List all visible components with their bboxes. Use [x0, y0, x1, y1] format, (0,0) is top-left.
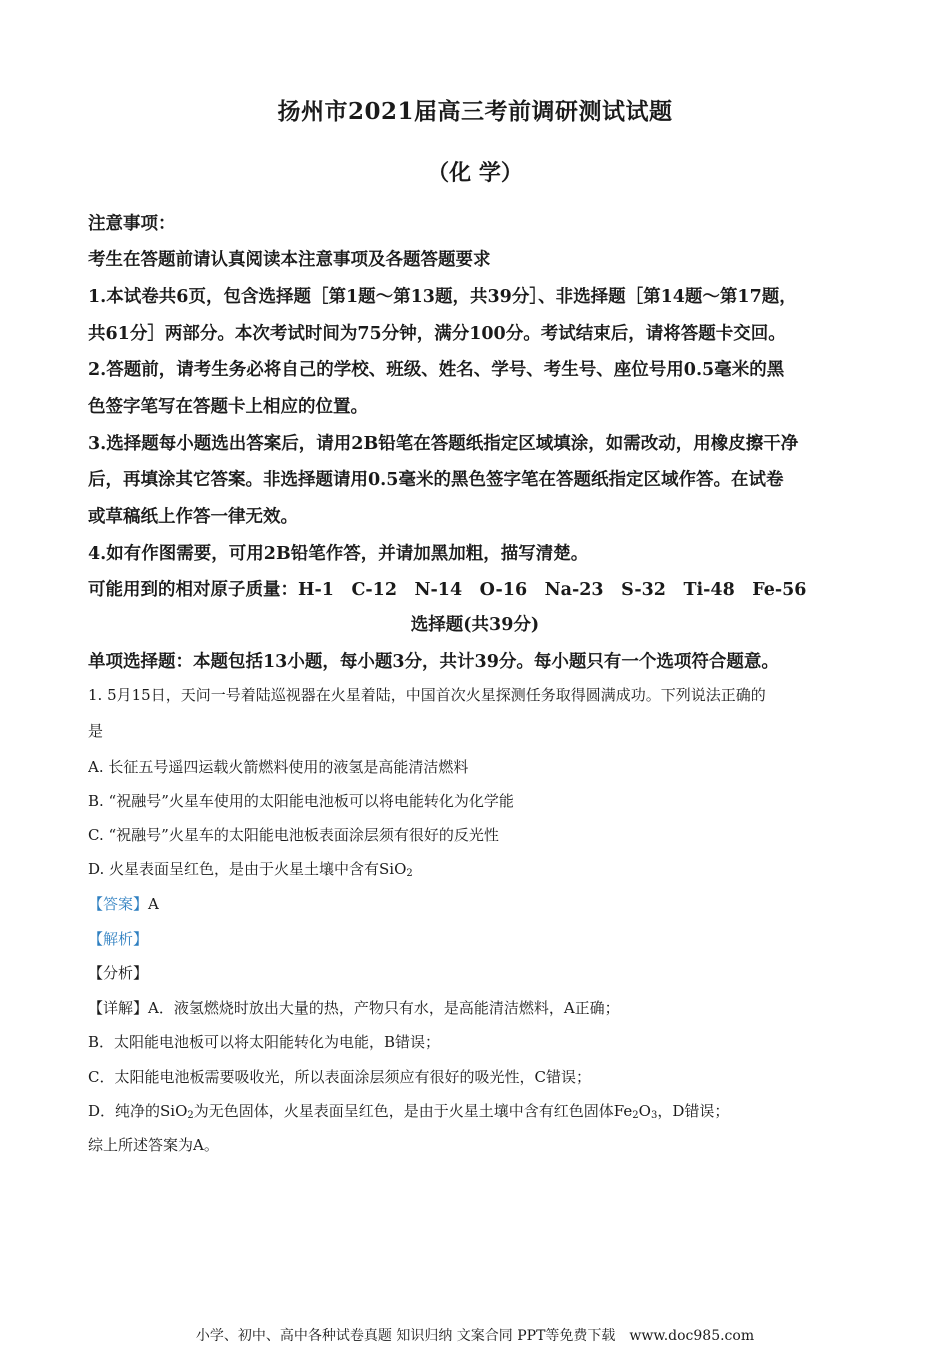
detail-d-sub-3: 3	[650, 1110, 658, 1121]
notice-intro: 考生在答题前请认真阅读本注意事项及各题答题要求	[88, 250, 491, 270]
detail-b: B．太阳能电池板可以将太阳能转化为电能，B错误；	[88, 1033, 441, 1051]
atomic-masses: 可能用到的相对原子质量：H-1 C-12 N-14 O-16 Na-23 S-32 Ti-48 Fe-56	[88, 580, 807, 600]
section-title: 选择题(共39分)	[410, 615, 540, 635]
detail-a-line	[88, 997, 878, 1018]
notice-item-2-line-2: 色签字笔写在答题卡上相应的位置。	[88, 397, 368, 417]
notice-item-1-line-2: 共61分］两部分。本次考试时间为75分钟，满分100分。考试结束后，请将答题卡交回。	[88, 324, 786, 344]
notice-heading: 注意事项：	[88, 214, 176, 234]
detail-c: C．太阳能电池板需要吸收光，所以表面涂层须应有很好的吸光性，C错误；	[88, 1068, 591, 1086]
option-d-text: D. 火星表面呈红色，是由于火星土壤中含有SiO	[88, 860, 407, 878]
notice-item-4: 4.如有作图需要，可用2B铅笔作答，并请加黑加粗，描写清楚。	[88, 544, 589, 564]
question-1-stem-line-1: 1. 5月15日，天问一号着陆巡视器在火星着陆，中国首次火星探测任务取得圆满成功。下列说法正确的	[88, 686, 766, 704]
question-1-stem-line-2: 是	[88, 722, 104, 740]
answer-line	[88, 893, 878, 914]
detail-tag: 【详解】	[88, 999, 149, 1017]
detail-d-part-2: 为无色固体，火星表面呈红色，是由于火星土壤中含有红色固体Fe	[193, 1102, 633, 1120]
option-d-subscript: 2	[406, 868, 413, 879]
answer-value: A	[148, 895, 159, 913]
document-subtitle: （化 学）	[427, 160, 523, 186]
option-a: A. 长征五号遥四运载火箭燃料使用的液氢是高能清洁燃料	[88, 758, 469, 776]
notice-item-3-line-1: 3.选择题每小题选出答案后，请用2B铅笔在答题纸指定区域填涂，如需改动，用橡皮擦干净	[88, 434, 799, 454]
detail-d-part-3: O	[638, 1102, 651, 1120]
page-footer: 小学、初中、高中各种试卷真题 知识归纳 文案合同 PPT等免费下载 www.doc985.com	[195, 1328, 755, 1344]
detail-d-sub-1: 2	[187, 1110, 194, 1121]
notice-item-3-line-2: 后，再填涂其它答案。非选择题请用0.5毫米的黑色签字笔在答题纸指定区域作答。在试卷	[88, 470, 784, 490]
detail-d	[88, 1100, 878, 1121]
option-b: B. “祝融号”火星车使用的太阳能电池板可以将电能转化为化学能	[88, 792, 514, 810]
detail-a: A．液氢燃烧时放出大量的热，产物只有水，是高能清洁燃料，A正确；	[148, 999, 620, 1017]
section-instruction: 单项选择题：本题包括13小题，每小题3分，共计39分。每小题只有一个选项符合题意。	[88, 652, 779, 672]
fenxi-tag: 【分析】	[88, 964, 149, 982]
option-d	[88, 858, 878, 879]
option-c: C. “祝融号”火星车的太阳能电池板表面涂层须有很好的反光性	[88, 826, 499, 844]
document-title: 扬州市2021届高三考前调研测试试题	[277, 98, 673, 125]
conclusion: 综上所述答案为A。	[88, 1136, 219, 1154]
detail-d-part-4: ，D错误；	[657, 1102, 730, 1120]
detail-d-sub-2: 2	[632, 1110, 639, 1121]
detail-d-part-1: D．纯净的SiO	[88, 1102, 188, 1120]
notice-item-3-line-3: 或草稿纸上作答一律无效。	[88, 507, 298, 527]
analysis-tag: 【解析】	[88, 930, 149, 948]
notice-item-1-line-1: 1.本试卷共6页，包含选择题［第1题～第13题，共39分］、非选择题［第14题～第17题，	[88, 287, 797, 307]
notice-item-2-line-1: 2.答题前，请考生务必将自己的学校、班级、姓名、学号、考生号、座位号用0.5毫米的黑	[88, 360, 785, 380]
answer-tag: 【答案】	[88, 895, 149, 913]
